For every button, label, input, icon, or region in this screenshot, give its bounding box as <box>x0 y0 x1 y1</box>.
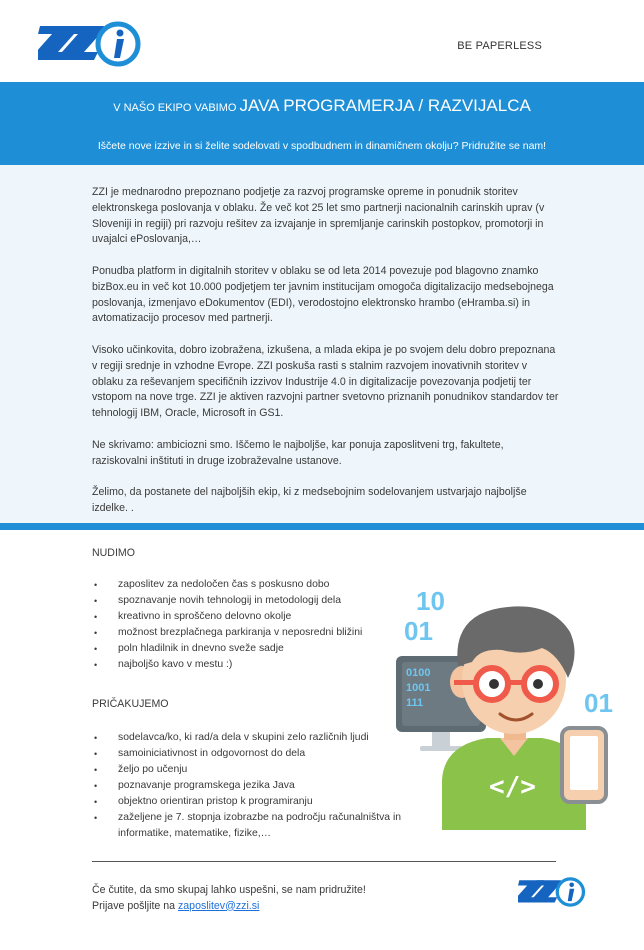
list-item: • možnost brezplačnega parkiranja v neposredni bližini <box>92 625 452 641</box>
list-item: • kreativno in sproščeno delovno okolje <box>92 609 452 625</box>
title-banner <box>0 82 644 165</box>
list-item: • sodelavca/ko, ki rad/a dela v skupini zelo različnih ljudi <box>92 730 452 746</box>
footer-line-1: Če čutite, da smo skupaj lahko uspešni, se nam pridružite! <box>92 884 366 896</box>
list-item: • zaželjene je 7. stopnja izobrazbe na področju računalništva in informatike, matematike, fizike,… <box>92 810 422 842</box>
email-link[interactable]: zaposlitev@zzi.si <box>177 899 260 912</box>
intro-paragraph: Želimo, da postanete del najboljših ekip, ki z medsebojnim sodelovanjem ustvarjajo najboljše izdelke. . <box>92 486 527 514</box>
intro-paragraph: ZZI je mednarodno prepoznano podjetje za razvoj programske opreme in ponudnik storitev elektronskega poslovanja v oblaku. Že več kot 25 let smo partnerji nacionalnih carinskih uprav (v Sloveniji in regiji) pri razvoju rešitev za izvajanje in spremljanje carinskih postopkov, promotorji in uvajalci ePoslovanja,… <box>92 186 545 246</box>
expect-title: PRIČAKUJEMO <box>92 698 169 710</box>
list-item: • spoznavanje novih tehnologij in metodologij dela <box>92 593 452 609</box>
footer-prefix: Prijave pošljite na <box>92 899 178 912</box>
banner-subtitle: Iščete nove izzive in si želite sodelovati v spodbudnem in dinamičnem okolju? Pridružite se nam! <box>97 140 547 152</box>
binary-top-2: 01 <box>404 616 433 646</box>
list-item: • poznavanje programskega jezika Java <box>92 778 452 794</box>
header <box>0 0 644 82</box>
intro-section <box>0 165 644 523</box>
screen-line-1: 0100 <box>406 667 431 679</box>
zzi-logo[interactable] <box>38 14 148 74</box>
list-item: • poln hladilnik in dnevno sveže sadje <box>92 641 452 657</box>
binary-top-1: 10 <box>416 586 445 616</box>
phone-icon <box>562 728 606 802</box>
list-item: • objektno orientiran pristop k programiranju <box>92 794 452 810</box>
binary-right: 01 <box>584 688 613 718</box>
screen-line-3: 111 <box>406 697 424 709</box>
intro-text <box>92 185 560 533</box>
footer-text <box>92 883 366 914</box>
intro-paragraph: Visoko učinkovita, dobro izobražena, izkušena, a mlada ekipa je po svojem delu dobro prepoznana v regiji srednje in vzhodne Evrope. ZZI poskuša rasti s stalnim razvojem inovativnih storitev v oblaku za reševanjem specifičnih izzivov Industrije 4.0 in digitalizacije povezovanja podjetij ter vstopom na nove trge. ZZI je aktiven razvojni partner svetovno priznanih ponudnikov standardov ter tehnologij IBM, Oracle, Microsoft in GS1. <box>92 343 559 420</box>
shirt-code: </> <box>489 772 536 802</box>
zzi-logo-footer[interactable] <box>518 872 590 912</box>
title-role: JAVA PROGRAMERJA / RAZVIJALCA <box>239 96 531 115</box>
intro-paragraph: Ponudba platform in digitalnih storitev v oblaku se od leta 2014 povezuje pod blagovno znamko bizBox.eu in več kot 10.000 podjetjem ter javnim institucijam omogoča digitalizacijo medsebojnega poslovanja, izmenjavo eDokumentov (EDI), verodostojno elektronsko hrambo (eHramba.si) in avtomatizacijo procesov med partnerji. <box>92 264 554 325</box>
list-item: • zaposlitev za nedoločen čas s poskusno dobo <box>92 577 452 593</box>
offer-title: NUDIMO <box>92 547 135 559</box>
job-title <box>0 96 644 116</box>
list-item: • najboljšo kavo v mestu :) <box>92 657 452 673</box>
developer-illustration <box>392 580 622 830</box>
screen-line-2: 1001 <box>406 682 431 694</box>
intro-paragraph: Ne skrivamo: ambiciozni smo. Iščemo le najboljše, kar ponuja zaposlitveni trg, fakultete, raziskovalni inštituti in druge izobraževalne ustanove. <box>92 438 504 467</box>
list-item: • samoiniciativnost in odgovornost do dela <box>92 746 452 762</box>
section-divider <box>0 523 644 530</box>
list-item: • željo po učenju <box>92 762 452 778</box>
footer-line-2 <box>92 899 366 915</box>
footer-rule <box>92 861 556 862</box>
title-prefix: V NAŠO EKIPO VABIMO <box>113 102 237 114</box>
tagline: BE PAPERLESS <box>457 40 542 52</box>
